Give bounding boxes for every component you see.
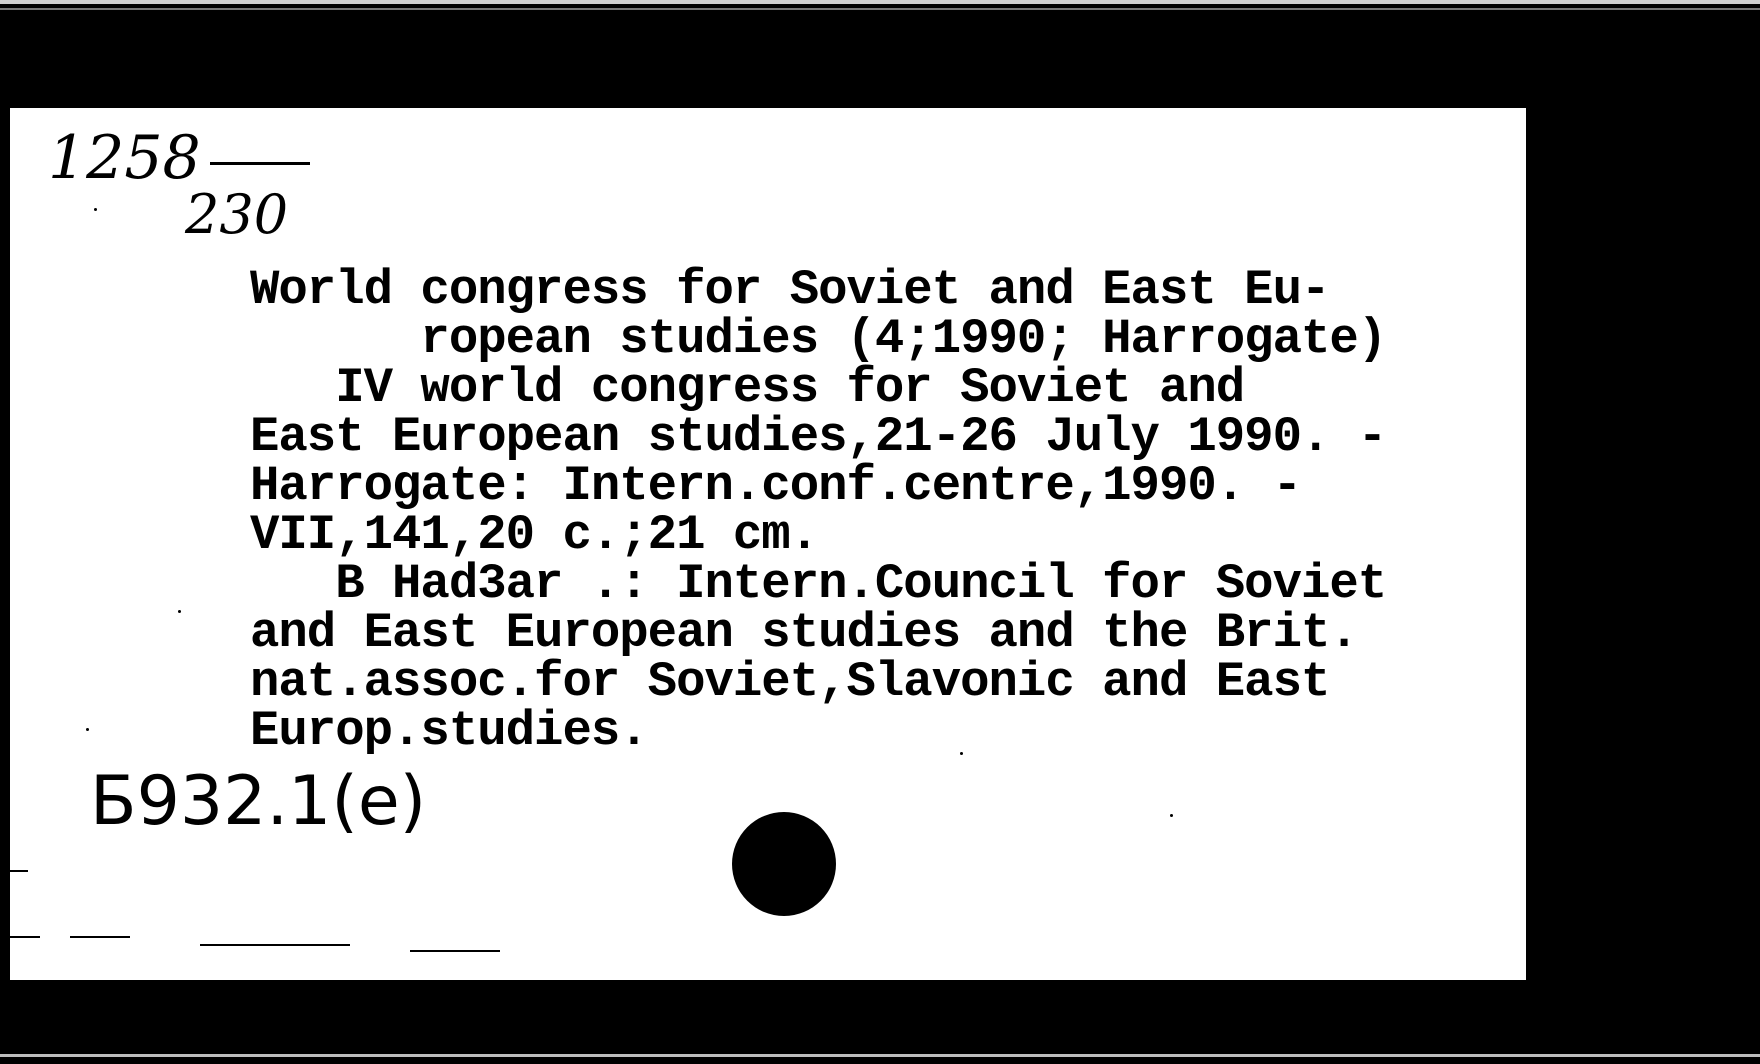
speck (86, 728, 89, 731)
heading-line-1: World congress for Soviet and East Eu- (250, 262, 1330, 318)
title-line-2: East European studies,21-26 July 1990. - (250, 409, 1387, 465)
note-line-4: Europ.studies. (250, 703, 648, 759)
film-edge-bottom (0, 1054, 1760, 1057)
speck (1170, 814, 1173, 817)
title-line-3: Harrogate: Intern.conf.centre,1990. - (250, 458, 1301, 514)
film-edge-top (0, 0, 1760, 4)
call-number-rule (210, 162, 310, 165)
edge-mark (410, 950, 500, 952)
edge-mark (200, 944, 350, 946)
punch-hole (732, 812, 836, 916)
speck (960, 752, 963, 755)
shelf-mark: Б932.1(e) (90, 762, 427, 841)
speck (178, 610, 181, 613)
catalog-card (10, 108, 1526, 980)
note-line-1: B Had3ar .: Intern.Council for Soviet (250, 556, 1387, 612)
speck (94, 208, 97, 211)
edge-mark (10, 936, 40, 938)
note-line-3: nat.assoc.for Soviet,Slavonic and East (250, 654, 1330, 710)
edge-mark (70, 936, 130, 938)
edge-mark (10, 870, 28, 872)
title-line-4: VII,141,20 c.;21 cm. (250, 507, 819, 563)
note-line-2: and East European studies and the Brit. (250, 605, 1358, 661)
call-number: 1258 (48, 123, 201, 193)
title-line-1: IV world congress for Soviet and (250, 360, 1245, 416)
call-number-sub: 230 (185, 183, 289, 246)
heading-line-2: ropean studies (4;1990; Harrogate) (250, 311, 1387, 367)
film-edge-top-inner (0, 8, 1760, 10)
